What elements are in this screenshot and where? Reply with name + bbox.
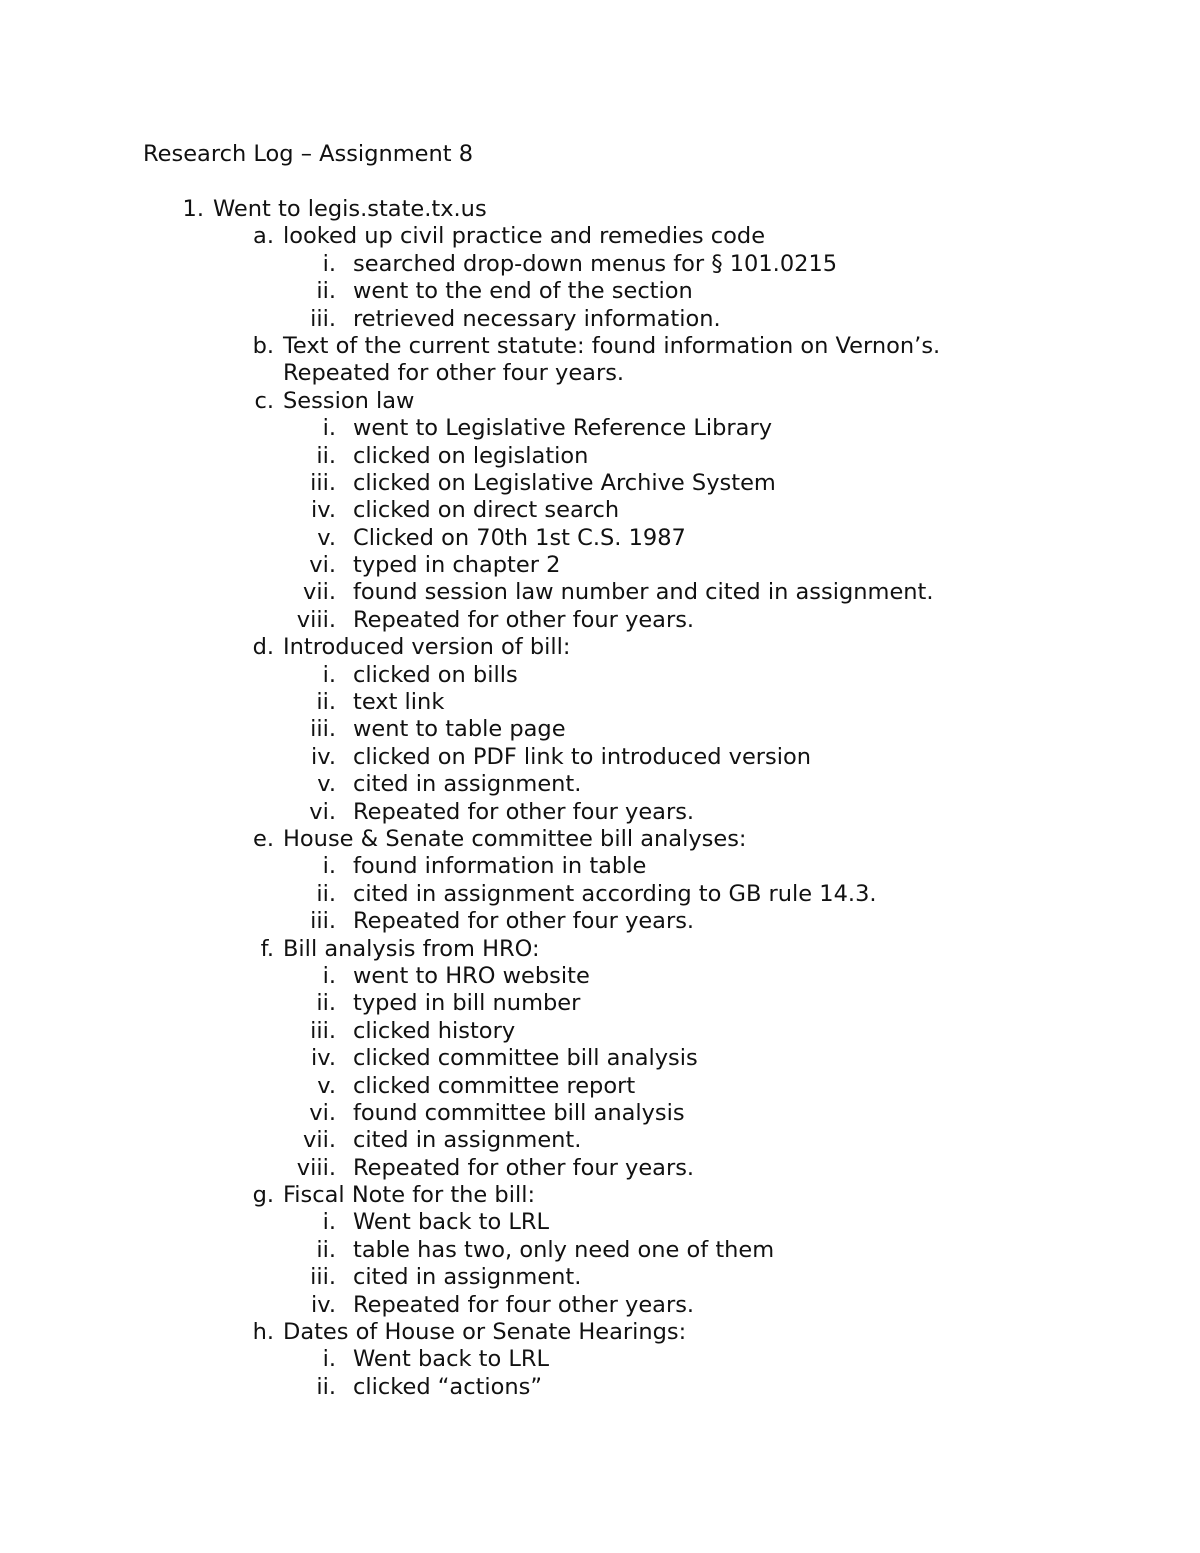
list-item — [0, 607, 1200, 634]
page-title: Research Log – Assignment 8 — [143, 141, 474, 167]
list-item-text: Session law — [283, 387, 415, 414]
list-marker: vi. — [309, 552, 336, 579]
list-item-text: looked up civil practice and remedies code — [283, 223, 766, 250]
list-item — [0, 1209, 1200, 1236]
list-item-text: Went back to LRL — [353, 1346, 550, 1373]
list-item-text: Dates of House or Senate Hearings: — [283, 1319, 687, 1346]
list-item — [0, 826, 1200, 853]
list-marker-box — [150, 196, 204, 223]
list-marker: h. — [252, 1319, 274, 1346]
list-item — [0, 1346, 1200, 1373]
list-marker-box — [276, 662, 336, 689]
list-item-text: found committee bill analysis — [353, 1099, 685, 1126]
list-item-text: retrieved necessary information. — [353, 305, 721, 332]
list-marker: b. — [252, 332, 274, 359]
list-marker: i. — [322, 962, 336, 989]
list-item — [0, 415, 1200, 442]
list-item-text: clicked on direct search — [353, 497, 620, 524]
list-marker-box — [276, 579, 336, 606]
list-marker: vii. — [303, 579, 336, 606]
list-item-text: Repeated for other four years. — [353, 798, 695, 825]
list-item-text: typed in bill number — [353, 990, 581, 1017]
list-marker-box — [276, 881, 336, 908]
list-item — [0, 799, 1200, 826]
list-item — [0, 1237, 1200, 1264]
list-marker: vi. — [309, 798, 336, 825]
list-item — [0, 990, 1200, 1017]
list-item-text: searched drop-down menus for § 101.0215 — [353, 250, 838, 277]
list-marker: iii. — [310, 1017, 336, 1044]
list-marker: d. — [252, 634, 274, 661]
list-item-text: Fiscal Note for the bill: — [283, 1182, 536, 1209]
list-marker: iii. — [310, 305, 336, 332]
list-item — [0, 1182, 1200, 1209]
list-marker-box — [276, 470, 336, 497]
list-item — [0, 716, 1200, 743]
list-marker: v. — [317, 1072, 336, 1099]
list-marker-box — [276, 744, 336, 771]
list-item — [0, 1073, 1200, 1100]
list-marker: ii. — [316, 990, 336, 1017]
list-item — [0, 552, 1200, 579]
list-item — [0, 497, 1200, 524]
list-marker-box — [276, 1209, 336, 1236]
list-marker-box — [276, 1237, 336, 1264]
list-item-text: clicked on Legislative Archive System — [353, 469, 776, 496]
list-item-text: clicked history — [353, 1017, 516, 1044]
list-item-text: cited in assignment. — [353, 1127, 582, 1154]
list-marker-box — [276, 525, 336, 552]
list-item-text: Bill analysis from HRO: — [283, 935, 540, 962]
list-marker-box — [276, 853, 336, 880]
list-item-text: Went back to LRL — [353, 1209, 550, 1236]
list-item — [0, 196, 1200, 223]
list-marker-box — [276, 552, 336, 579]
list-item-text: clicked “actions” — [353, 1373, 543, 1400]
list-marker: i. — [322, 415, 336, 442]
list-marker: i. — [322, 1209, 336, 1236]
list-marker: ii. — [316, 278, 336, 305]
list-marker: i. — [322, 661, 336, 688]
list-marker: viii. — [296, 1154, 336, 1181]
list-item — [0, 1127, 1200, 1154]
list-item — [0, 771, 1200, 798]
list-marker: 1. — [182, 196, 204, 222]
list-marker-box — [276, 1374, 336, 1401]
list-item-text: went to the end of the section — [353, 278, 693, 305]
list-item — [0, 1292, 1200, 1319]
list-marker-box — [276, 771, 336, 798]
list-marker-box — [220, 826, 274, 853]
list-marker-box — [276, 990, 336, 1017]
list-item — [0, 1319, 1200, 1346]
list-item-text: clicked on PDF link to introduced version — [353, 743, 812, 770]
list-marker: i. — [322, 250, 336, 277]
list-marker-box — [276, 1346, 336, 1373]
list-item — [0, 360, 1200, 387]
list-item — [0, 881, 1200, 908]
list-item-text: found session law number and cited in assignment. — [353, 579, 934, 606]
list-item — [0, 1264, 1200, 1291]
list-marker: f. — [260, 935, 274, 962]
list-item — [0, 333, 1200, 360]
list-marker: vii. — [303, 1127, 336, 1154]
list-marker: iii. — [310, 908, 336, 935]
list-item-text: Introduced version of bill: — [283, 634, 571, 661]
list-item-text: text link — [353, 689, 445, 716]
list-item-text: Went to legis.state.tx.us — [213, 196, 487, 222]
list-item-text: clicked committee bill analysis — [353, 1045, 698, 1072]
list-marker: iii. — [310, 716, 336, 743]
list-item-text: table has two, only need one of them — [353, 1236, 775, 1263]
list-marker-box — [220, 936, 274, 963]
list-marker-box — [220, 1319, 274, 1346]
list-marker-box — [276, 497, 336, 524]
list-item-text: clicked on bills — [353, 661, 518, 688]
list-item — [0, 936, 1200, 963]
list-marker-box — [220, 1182, 274, 1209]
list-marker: i. — [322, 853, 336, 880]
list-marker-box — [276, 1292, 336, 1319]
list-item — [0, 525, 1200, 552]
list-item — [0, 1018, 1200, 1045]
list-item — [0, 388, 1200, 415]
list-marker: v. — [317, 771, 336, 798]
list-marker: vi. — [309, 1099, 336, 1126]
list-marker: ii. — [316, 442, 336, 469]
list-marker-box — [276, 415, 336, 442]
list-item-text: Repeated for other four years. — [353, 1154, 695, 1181]
list-item-text: cited in assignment. — [353, 771, 582, 798]
list-marker: iv. — [311, 743, 336, 770]
list-item — [0, 634, 1200, 661]
list-marker: ii. — [316, 880, 336, 907]
list-marker-box — [276, 799, 336, 826]
list-marker: iv. — [311, 497, 336, 524]
list-item-text: typed in chapter 2 — [353, 552, 561, 579]
list-item — [0, 443, 1200, 470]
list-item — [0, 470, 1200, 497]
list-item-text: found information in table — [353, 853, 647, 880]
list-marker: iv. — [311, 1291, 336, 1318]
list-item — [0, 908, 1200, 935]
list-marker: g. — [252, 1182, 274, 1209]
list-item-text: cited in assignment. — [353, 1264, 582, 1291]
list-item-text: House & Senate committee bill analyses: — [283, 825, 747, 852]
list-item — [0, 853, 1200, 880]
list-marker-box — [276, 1127, 336, 1154]
list-marker: iv. — [311, 1045, 336, 1072]
list-item — [0, 662, 1200, 689]
list-item-text: Repeated for other four years. — [353, 908, 695, 935]
list-item-text: Repeated for four other years. — [353, 1291, 695, 1318]
list-marker-box — [276, 443, 336, 470]
list-marker-box — [276, 963, 336, 990]
list-item-text: Repeated for other four years. — [283, 360, 625, 387]
list-item — [0, 278, 1200, 305]
list-item-text: went to HRO website — [353, 962, 590, 989]
list-item-text: went to Legislative Reference Library — [353, 415, 773, 442]
list-marker-box — [276, 1264, 336, 1291]
list-item — [0, 1045, 1200, 1072]
list-item-text: went to table page — [353, 716, 566, 743]
list-marker: v. — [317, 524, 336, 551]
list-item — [0, 1374, 1200, 1401]
list-item — [0, 223, 1200, 250]
list-marker-box — [276, 1155, 336, 1182]
list-marker: ii. — [316, 1236, 336, 1263]
list-item — [0, 689, 1200, 716]
list-marker: a. — [253, 223, 274, 250]
list-marker-box — [276, 278, 336, 305]
list-marker: c. — [254, 387, 274, 414]
list-marker-box — [276, 607, 336, 634]
list-marker-box — [276, 1100, 336, 1127]
list-marker: ii. — [316, 1373, 336, 1400]
outline-list — [0, 196, 1200, 1401]
list-item — [0, 251, 1200, 278]
list-item-text: Repeated for other four years. — [353, 606, 695, 633]
list-marker-box — [276, 1018, 336, 1045]
list-marker-box — [220, 223, 274, 250]
list-item — [0, 963, 1200, 990]
list-marker-box — [276, 716, 336, 743]
list-marker: i. — [322, 1346, 336, 1373]
list-item — [0, 744, 1200, 771]
list-item — [0, 579, 1200, 606]
list-item-text: clicked on legislation — [353, 442, 589, 469]
list-marker: iii. — [310, 469, 336, 496]
list-marker: e. — [253, 825, 274, 852]
list-marker-box — [220, 388, 274, 415]
list-item-text: Text of the current statute: found information on Vernon’s. — [283, 332, 941, 359]
list-marker: viii. — [296, 606, 336, 633]
list-marker-box — [276, 1073, 336, 1100]
list-marker-box — [276, 251, 336, 278]
list-marker-box — [276, 1045, 336, 1072]
list-item — [0, 1155, 1200, 1182]
list-marker: ii. — [316, 689, 336, 716]
list-marker-box — [220, 333, 274, 360]
list-item-text: cited in assignment according to GB rule 14.3. — [353, 880, 877, 907]
list-item-text: clicked committee report — [353, 1072, 636, 1099]
list-item-text: Clicked on 70th 1st C.S. 1987 — [353, 524, 686, 551]
list-marker-box — [220, 634, 274, 661]
list-marker-box — [220, 360, 274, 387]
list-marker: iii. — [310, 1264, 336, 1291]
list-marker-box — [276, 908, 336, 935]
list-marker-box — [276, 306, 336, 333]
list-item — [0, 306, 1200, 333]
list-item — [0, 1100, 1200, 1127]
list-marker-box — [276, 689, 336, 716]
